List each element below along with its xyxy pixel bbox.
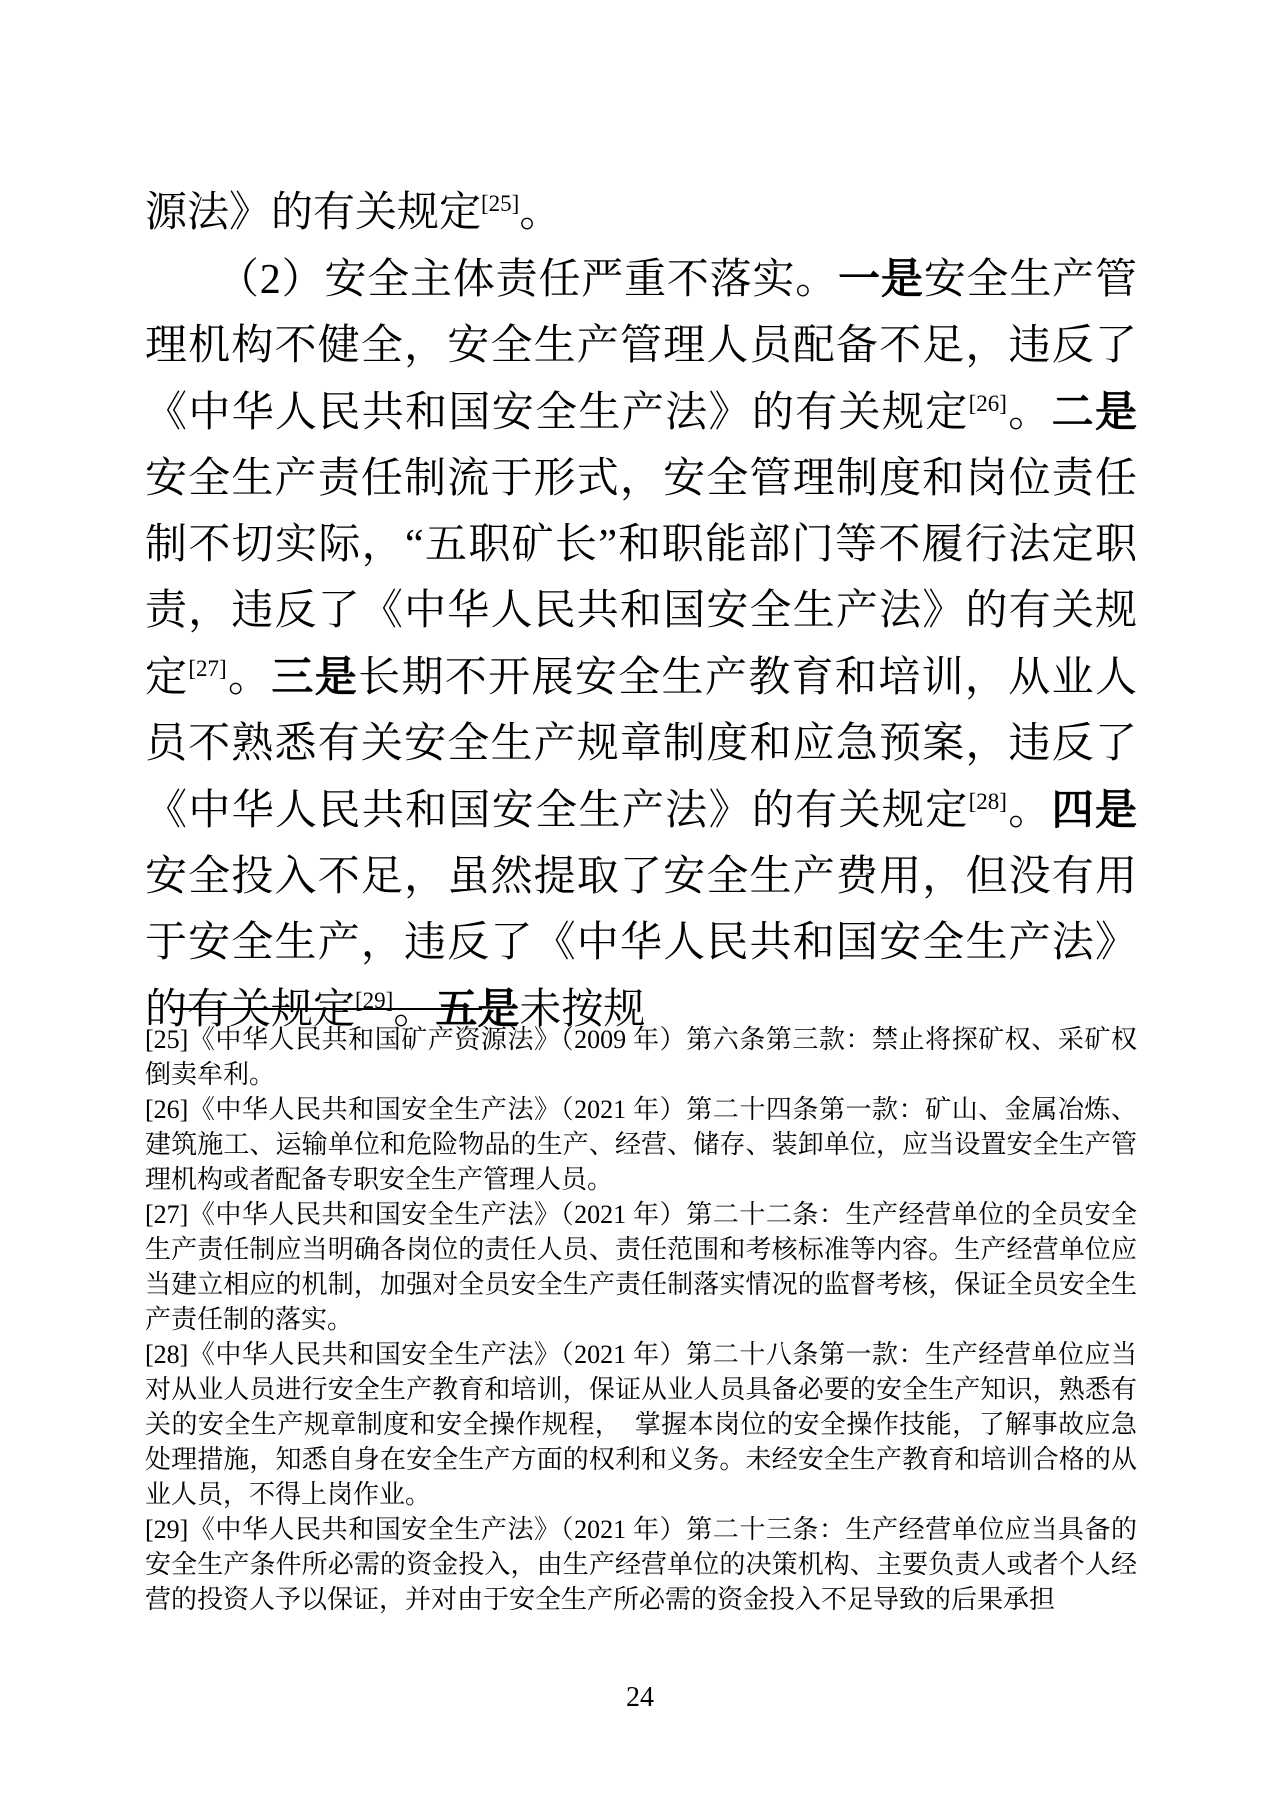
emphasis-marker: 一是 <box>838 255 924 302</box>
footnote-separator <box>170 1008 482 1010</box>
body-segment: 。 <box>226 655 272 701</box>
body-segment: 。 <box>519 190 562 236</box>
footnote-text: 《中华人民共和国安全生产法》（2021 年）第二十四条第一款：矿山、金属冶炼、建筑施工、运输单位和危险物品的生产、经营、储存、装卸单位，应当设置安全生产管理机构或者配备专职安全生产管理人员。 <box>145 1095 1137 1194</box>
footnote-text: 《中华人民共和国矿产资源法》（2009 年）第六条第三款：禁止将探矿权、采矿权倒卖牟利。 <box>145 1025 1137 1089</box>
footnote-number: [27] <box>145 1200 189 1229</box>
body-segment: 。 <box>393 987 436 1033</box>
footnote-ref-superscript: [27] <box>188 656 227 681</box>
footnote-number: [28] <box>145 1340 189 1369</box>
footnote-text: 《中华人民共和国安全生产法》（2021 年）第二十三条：生产经营单位应当具备的安全生产条件所必需的资金投入，由生产经营单位的决策机构、主要负责人或者个人经营的投资人予以保证，并对由于安全生产所必需的资金投入不足导致的后果承担 <box>145 1515 1137 1614</box>
footnote-text: 《中华人民共和国安全生产法》（2021 年）第二十二条：生产经营单位的全员安全生产责任制应当明确各岗位的责任人员、责任范围和考核标准等内容。生产经营单位应当建立相应的机制，加强对全员安全生产责任制落实情况的监督考核，保证全员安全生产责任制的落实。 <box>145 1200 1137 1334</box>
footnotes <box>145 1022 1137 1617</box>
body-segment: 。 <box>1006 390 1052 436</box>
footnote-ref-superscript: [28] <box>968 789 1007 814</box>
emphasis-marker: 三是 <box>271 653 359 700</box>
body-segment: 安全生产责任制流于形式，安全管理制度和岗位责任制不切实际，“五职矿长”和职能部门等不履行法定职责，违反了《中华人民共和国安全生产法》的有关规定 <box>145 456 1137 701</box>
footnote-number: [26] <box>145 1095 189 1124</box>
footnote-number: [25] <box>145 1025 189 1054</box>
body-segment: 未按规 <box>519 987 646 1033</box>
footnote-item-25 <box>145 1022 1137 1092</box>
emphasis-marker: 五是 <box>435 985 520 1032</box>
footnote-ref-superscript: [29] <box>355 988 394 1013</box>
paragraph-2 <box>145 246 1137 1043</box>
footnote-item-29 <box>145 1512 1137 1617</box>
body-segment: 长期不开展安全生产教育和培训，从业人员不熟悉有关安全生产规章制度和应急预案，违反了《中华人民共和国安全生产法》的有关规定 <box>145 655 1137 834</box>
footnote-text: 《中华人民共和国安全生产法》（2021 年）第二十八条第一款：生产经营单位应当对从业人员进行安全生产教育和培训，保证从业人员具备必要的安全生产知识，熟悉有关的安全生产规章制度和安全操作规程， 掌握本岗位的安全操作技能，了解事故应急处理措施，知悉自身在安全生产方面的权利和义务。未经安全生产教育和培训合格的从业人员，不得上岗作业。 <box>145 1340 1137 1509</box>
body-text <box>145 180 1137 1043</box>
body-segment: 安全生产管理机构不健全，安全生产管理人员配备不足，违反了《中华人民共和国安全生产法》的有关规定 <box>145 257 1137 436</box>
emphasis-marker: 二是 <box>1051 388 1137 435</box>
footnote-item-28 <box>145 1337 1137 1512</box>
page-number: 24 <box>626 1682 654 1713</box>
body-segment: 源法》的有关规定 <box>145 190 482 236</box>
footnote-ref-superscript: [25] <box>481 191 520 216</box>
footnote-ref-superscript: [26] <box>968 391 1007 416</box>
body-segment: 。 <box>1006 788 1052 834</box>
footnote-item-26 <box>145 1092 1137 1197</box>
body-segment: 安全投入不足，虽然提取了安全生产费用，但没有用于安全生产，违反了《中华人民共和国安全生产法》的有关规定 <box>145 854 1137 1033</box>
emphasis-marker: 四是 <box>1051 786 1137 833</box>
paragraph-1 <box>145 180 1137 246</box>
footnote-number: [29] <box>145 1515 189 1544</box>
footnote-item-27 <box>145 1197 1137 1337</box>
body-segment: （2）安全主体责任严重不落实。 <box>217 257 839 303</box>
